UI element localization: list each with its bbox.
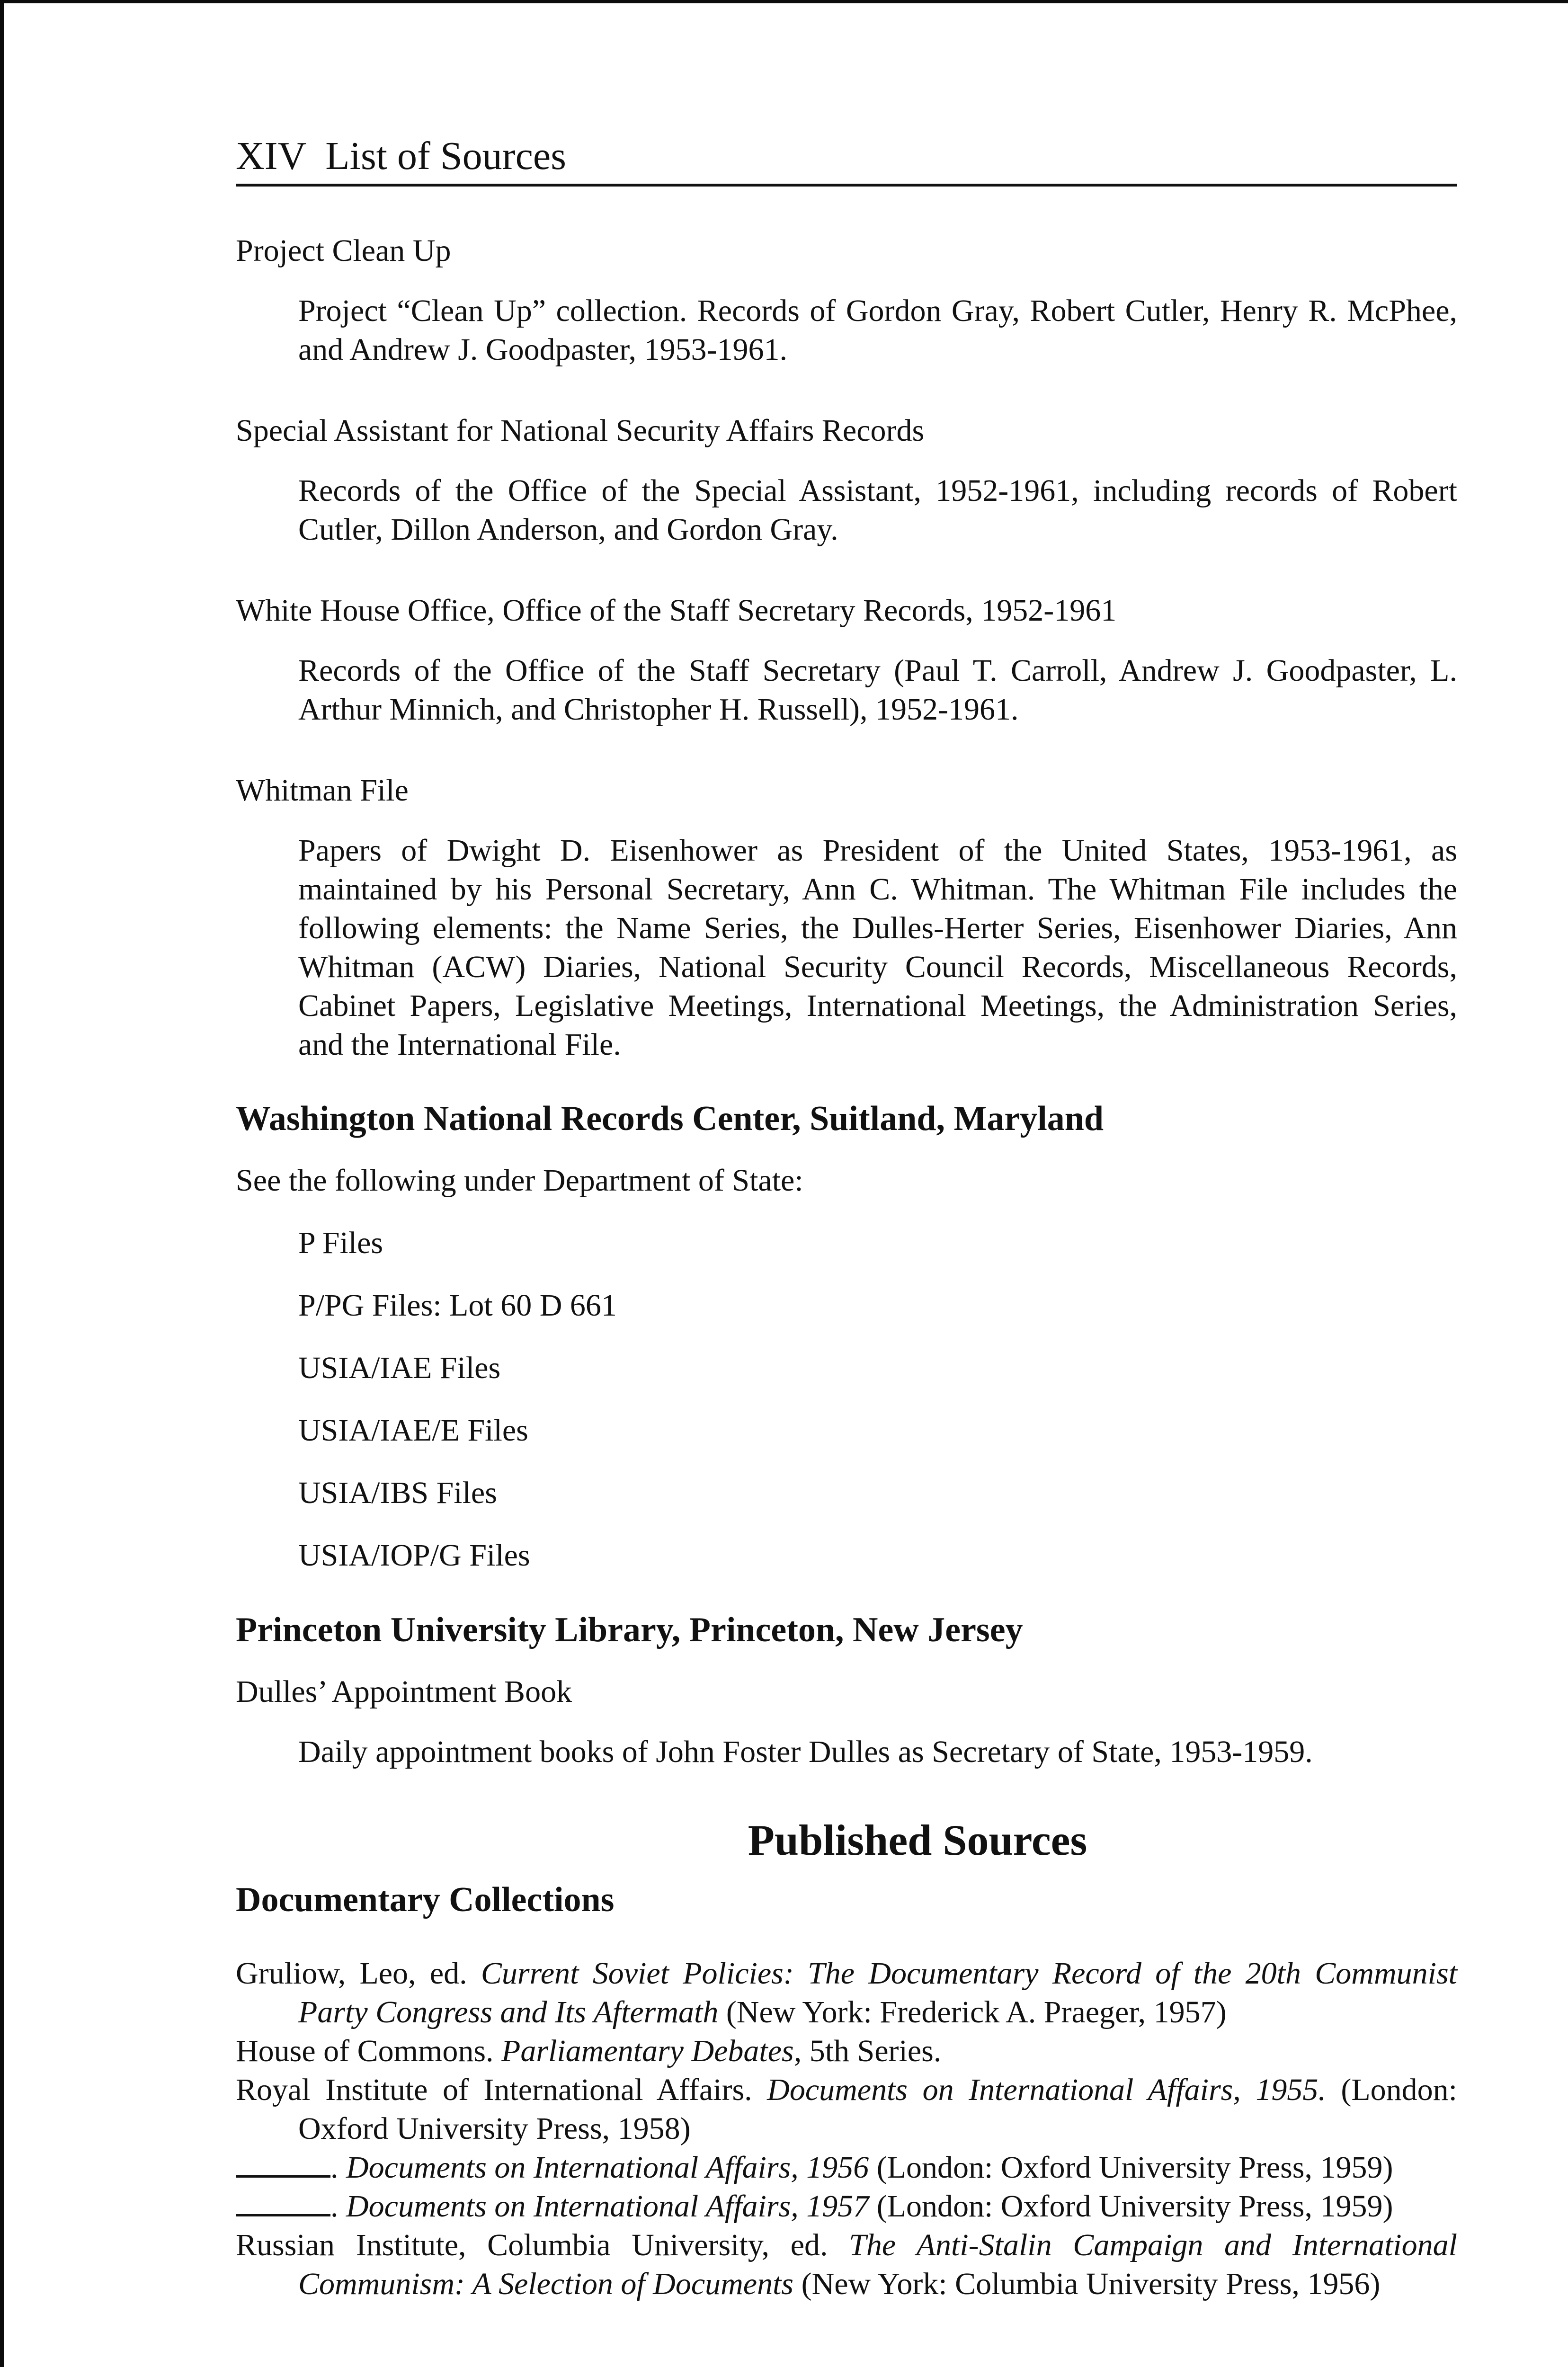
ditto-blank-line (236, 2166, 330, 2178)
entry-description: Records of the Office of the Staff Secretary (Paul T. Carroll, Andrew J. Goodpaster, L. Arthur Minnich, and Christopher H. Russell), 1952-1961. (298, 653, 1457, 727)
entry-title: Project Clean Up (236, 233, 451, 268)
citation-author: Russian Institute, Columbia University, ed. (236, 2228, 849, 2262)
citation-publisher: (London: Oxford University Press, 1959) (869, 2189, 1393, 2224)
entry-title: Whitman File (236, 773, 409, 808)
citation-list (236, 1954, 1457, 2304)
section-heading-washington: Washington National Records Center, Suitland, Maryland (236, 1099, 1104, 1138)
entry-description: Papers of Dwight D. Eisenhower as President of the United States, 1953-1961, as maintained by his Personal Secretary, Ann C. Whitman. The Whitman File includes the following elements: the Name Series, the Dulles-Herter Series, Eisenhower Diaries, Ann Whitman (ACW) Diaries, National Security Council Records, Miscellaneous Records, Cabinet Papers, Legislative Meetings, International Meetings, the Administration Series, and the International File. (298, 833, 1457, 1062)
citation-publisher: (London: Oxford University Press, 1958) (298, 2073, 1457, 2146)
citation-title: Parliamentary Debates, (501, 2034, 802, 2068)
washington-file-list (298, 1223, 1457, 1575)
documentary-collections-heading: Documentary Collections (236, 1880, 615, 1919)
running-head (236, 133, 1457, 180)
citation-publisher: 5th Series. (802, 2034, 942, 2068)
page-number: XIV (236, 134, 307, 178)
file-item: USIA/IAE/E Files (298, 1413, 528, 1448)
file-item: USIA/IOP/G Files (298, 1538, 530, 1573)
citation-publisher: (New York: Columbia University Press, 1956) (793, 2267, 1381, 2301)
section-heading-princeton: Princeton University Library, Princeton, New Jersey (236, 1611, 1023, 1649)
citation-author: Gruliow, Leo, ed. (236, 1956, 481, 1991)
file-item: P Files (298, 1226, 383, 1260)
citation-publisher: (New York: Frederick A. Praeger, 1957) (718, 1995, 1227, 2029)
citation-author: House of Commons. (236, 2034, 501, 2068)
entry-description-dulles: Daily appointment books of John Foster Dulles as Secretary of State, 1953-1959. (298, 1735, 1313, 1769)
entry-title-dulles-appointment-book: Dulles’ Appointment Book (236, 1674, 572, 1709)
citation-title: Documents on International Affairs, 1956 (346, 2150, 869, 2185)
citation-house-of-commons (236, 2032, 1457, 2071)
citation-title: Documents on International Affairs, 1955. (767, 2073, 1326, 2107)
file-item: USIA/IAE Files (298, 1351, 501, 1385)
scan-edge-top (0, 0, 1568, 3)
document-page (236, 133, 1457, 2304)
citation-riia-1955 (236, 2071, 1457, 2148)
published-sources-heading: Published Sources (748, 1816, 1087, 1864)
entry-title: White House Office, Office of the Staff Secretary Records, 1952-1961 (236, 593, 1117, 628)
citation-publisher: (London: Oxford University Press, 1959) (869, 2150, 1393, 2185)
scan-edge-left (0, 0, 4, 2367)
ditto-blank-line (236, 2205, 330, 2216)
entry-special-assistant (236, 411, 1457, 549)
citation-author: . (330, 2150, 346, 2185)
header-rule (236, 184, 1457, 187)
citation-author: Royal Institute of International Affairs. (236, 2073, 767, 2107)
citation-gruliow (236, 1954, 1457, 2032)
entry-project-clean-up (236, 231, 1457, 369)
washington-intro: See the following under Department of State: (236, 1163, 803, 1198)
citation-riia-1956 (236, 2148, 1457, 2187)
entry-description: Records of the Office of the Special Assistant, 1952-1961, including records of Robert Cutler, Dillon Anderson, and Gordon Gray. (298, 473, 1457, 547)
citation-riia-1957 (236, 2187, 1457, 2226)
file-item: P/PG Files: Lot 60 D 661 (298, 1288, 617, 1323)
entry-title: Special Assistant for National Security Affairs Records (236, 413, 925, 448)
citation-russian-institute (236, 2226, 1457, 2304)
entry-whitman-file (236, 771, 1457, 1064)
entry-staff-secretary (236, 591, 1457, 729)
citation-title: The Anti-Stalin Campaign and International Communism: A Selection of Documents (298, 2228, 1457, 2301)
running-head-title: List of Sources (325, 134, 566, 178)
citation-author: . (330, 2189, 346, 2224)
entry-description: Project “Clean Up” collection. Records of Gordon Gray, Robert Cutler, Henry R. McPhee, and Andrew J. Goodpaster, 1953-1961. (298, 294, 1457, 367)
citation-title: Documents on International Affairs, 1957 (346, 2189, 869, 2224)
citation-title: Current Soviet Policies: The Documentary Record of the 20th Communist Party Congress and Its Aftermath (298, 1956, 1457, 2029)
file-item: USIA/IBS Files (298, 1476, 497, 1510)
